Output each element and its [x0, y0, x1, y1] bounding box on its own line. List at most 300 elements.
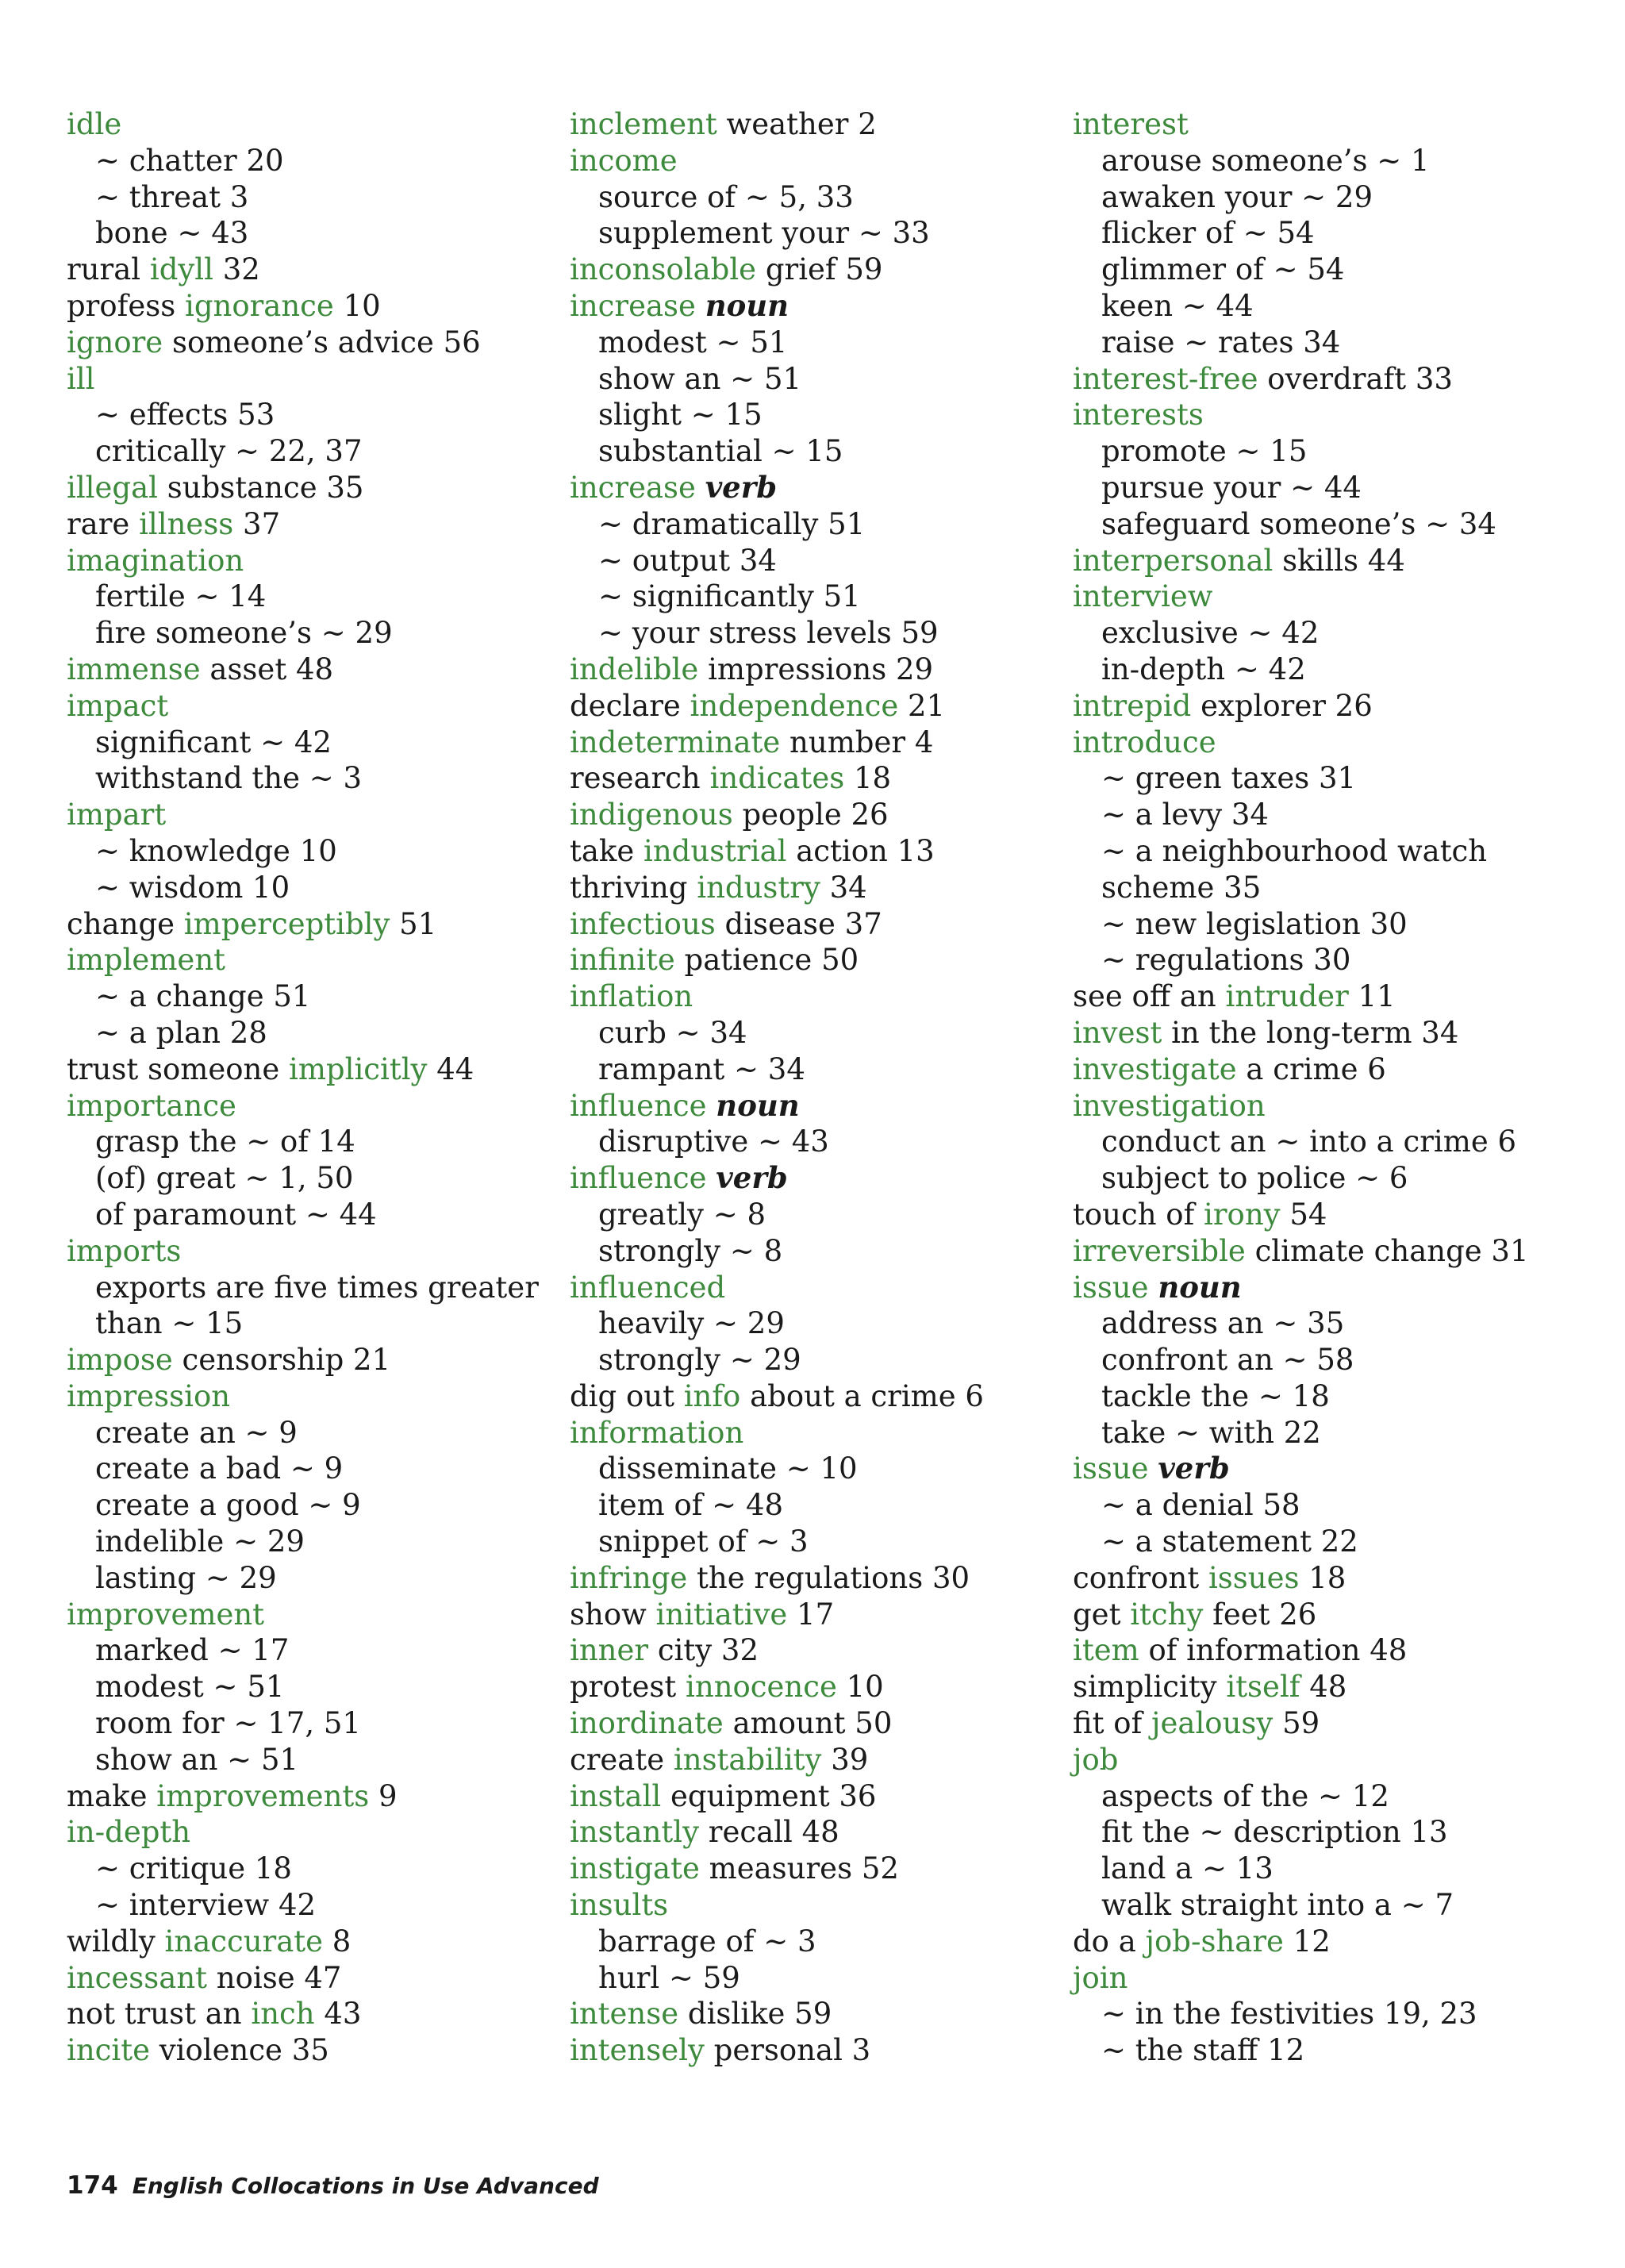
entry-text: aspects of the ~ 12 [1101, 1778, 1389, 1813]
entry-text: 43 [314, 1997, 362, 2032]
entry-text: measures 52 [699, 1851, 899, 1886]
index-entry [67, 1996, 543, 2032]
headword: investigation [1073, 1088, 1266, 1123]
index-entry [570, 1378, 1046, 1415]
entry-text: marked ~ 17 [95, 1633, 290, 1668]
entry-text: impressions 29 [698, 652, 934, 686]
index-subentry [67, 978, 543, 1015]
index-subentry [1073, 433, 1549, 470]
index-subentry [1073, 1487, 1549, 1524]
entry-text: ~ effects 53 [95, 398, 275, 432]
page-footer [67, 2171, 599, 2200]
headword: impose [67, 1343, 173, 1378]
index-subentry [1073, 1814, 1549, 1851]
entry-text: conduct an ~ into a crime 6 [1101, 1124, 1517, 1159]
index-entry [67, 288, 543, 325]
index-subentry [67, 1124, 543, 1160]
index-entry [570, 1705, 1046, 1742]
entry-text: create an ~ 9 [95, 1415, 298, 1450]
entry-text: action 13 [786, 833, 935, 868]
entry-text: curb ~ 34 [598, 1015, 747, 1050]
entry-text: indelible ~ 29 [95, 1524, 305, 1559]
entry-text: awaken your ~ 29 [1101, 179, 1373, 214]
entry-text: research [570, 761, 710, 796]
headword: jealousy [1151, 1706, 1273, 1741]
headword: job-share [1145, 1924, 1284, 1959]
index-entry [1073, 1924, 1549, 1960]
index-subentry [67, 1270, 543, 1306]
headword: ignore [67, 325, 163, 359]
headword: intrepid [1073, 688, 1192, 723]
index-subentry [570, 397, 1046, 433]
index-entry [1073, 978, 1549, 1015]
headword: incite [67, 2033, 150, 2068]
entry-text: protest [570, 1670, 686, 1705]
index-subentry [67, 1015, 543, 1051]
part-of-speech: noun [1158, 1269, 1242, 1305]
book-title: English Collocations in Use Advanced [132, 2173, 599, 2199]
part-of-speech: verb [716, 1160, 788, 1196]
entry-text: pursue your ~ 44 [1101, 470, 1362, 505]
entry-text: 10 [836, 1670, 884, 1705]
entry-text: ~ a statement 22 [1101, 1524, 1358, 1559]
index-subentry [1073, 1415, 1549, 1451]
entry-text: confront an ~ 58 [1101, 1343, 1354, 1378]
entry-text: fertile ~ 14 [95, 579, 267, 614]
index-subentry [570, 1487, 1046, 1524]
headword: item [1073, 1633, 1139, 1668]
index-entry [570, 143, 1046, 179]
entry-text: address an ~ 35 [1101, 1306, 1345, 1341]
entry-text: keen ~ 44 [1101, 288, 1254, 323]
index-entry [67, 1597, 543, 1633]
entry-text: show an ~ 51 [598, 361, 802, 396]
index-subentry [67, 760, 543, 797]
headword: implement [67, 943, 226, 978]
entry-text: ~ chatter 20 [95, 143, 284, 178]
entry-text: ~ a plan 28 [95, 1015, 267, 1050]
headword: intensely [570, 2033, 705, 2068]
headword: interview [1073, 579, 1213, 614]
headword: impact [67, 688, 169, 723]
entry-text: do a [1073, 1924, 1146, 1959]
index-subentry [1073, 1305, 1549, 1342]
index-subentry [570, 543, 1046, 579]
index-entry [1073, 1742, 1549, 1778]
entry-text: amount 50 [723, 1706, 893, 1741]
entry-text: a crime 6 [1236, 1051, 1386, 1086]
entry-text: ~ the staff 12 [1101, 2033, 1305, 2068]
index-entry [1073, 1015, 1549, 1051]
headword: issues [1208, 1560, 1300, 1595]
index-subentry [67, 1451, 543, 1487]
headword: idle [67, 107, 122, 141]
headword: instigate [570, 1851, 700, 1886]
index-entry [570, 725, 1046, 761]
index-entry [67, 1051, 543, 1088]
index-entry [1073, 106, 1549, 143]
index-entry [1073, 688, 1549, 725]
index-entry [570, 978, 1046, 1015]
headword: independence [690, 688, 899, 723]
entry-text: recall 48 [699, 1815, 839, 1850]
index-entry [67, 543, 543, 579]
entry-text: fit the ~ description 13 [1101, 1815, 1448, 1850]
entry-text: raise ~ rates 34 [1101, 325, 1341, 359]
entry-text: in-depth ~ 42 [1101, 652, 1306, 686]
entry-text: of paramount ~ 44 [95, 1197, 377, 1232]
index-column-2 [570, 106, 1046, 2069]
index-subentry [1073, 1887, 1549, 1924]
index-subentry [67, 579, 543, 615]
headword: instantly [570, 1815, 700, 1850]
entry-text: disruptive ~ 43 [598, 1124, 829, 1159]
entry-text: confront [1073, 1560, 1208, 1595]
index-subentry [67, 143, 543, 179]
headword: intense [570, 1997, 679, 2032]
index-entry [67, 1778, 543, 1815]
entry-text: 44 [427, 1051, 474, 1086]
index-entry [67, 252, 543, 288]
headword: inch [251, 1997, 315, 2032]
entry-text: 59 [1273, 1706, 1320, 1741]
index-entry [570, 870, 1046, 906]
entry-text: overdraft 33 [1258, 361, 1453, 396]
headword: inner [570, 1633, 649, 1668]
index-subentry [67, 833, 543, 870]
index-entry [570, 252, 1046, 288]
entry-text: patience 50 [674, 943, 859, 978]
entry-text: people 26 [732, 798, 889, 832]
index-subentry [67, 397, 543, 433]
entry-text: number 4 [780, 725, 934, 759]
entry-text: 10 [333, 288, 381, 323]
headword: inconsolable [570, 252, 757, 287]
entry-text: thriving [570, 870, 697, 905]
headword: interpersonal [1073, 543, 1273, 578]
index-subentry [1073, 615, 1549, 652]
entry-text: lasting ~ 29 [95, 1560, 277, 1595]
index-entry [1073, 725, 1549, 761]
index-subentry [1073, 760, 1549, 797]
entry-text [696, 289, 705, 323]
headword: infectious [570, 906, 716, 941]
entry-text: room for ~ 17, 51 [95, 1706, 361, 1741]
headword: impression [67, 1378, 231, 1413]
entry-text: declare [570, 688, 690, 723]
entry-text: see off an [1073, 979, 1226, 1014]
entry-text: 11 [1348, 979, 1396, 1014]
entry-text: make [67, 1778, 157, 1813]
headword: introduce [1073, 725, 1216, 759]
entry-text: ~ a levy 34 [1101, 798, 1269, 832]
entry-text: 18 [844, 761, 892, 796]
entry-text: disseminate ~ 10 [598, 1451, 858, 1486]
entry-text: explorer 26 [1191, 688, 1373, 723]
entry-text: critically ~ 22, 37 [95, 434, 363, 469]
entry-text: ~ green taxes 31 [1101, 761, 1357, 796]
entry-text: simplicity [1073, 1670, 1227, 1705]
index-subentry [1073, 870, 1549, 906]
entry-text: wildly [67, 1924, 165, 1959]
headword: ignorance [184, 288, 334, 323]
headword: influence [570, 1161, 707, 1196]
entry-text: scheme 35 [1101, 870, 1262, 905]
entry-text: hurl ~ 59 [598, 1960, 740, 1995]
index-entry [570, 652, 1046, 688]
index-entry [570, 1814, 1046, 1851]
index-subentry [570, 1924, 1046, 1960]
entry-text: grief 59 [756, 252, 883, 287]
index-subentry [67, 1415, 543, 1451]
headword: increase [570, 288, 696, 323]
entry-text: modest ~ 51 [598, 325, 788, 359]
index-subentry [67, 1160, 543, 1197]
headword: indeterminate [570, 725, 781, 759]
entry-text: 48 [1300, 1670, 1347, 1705]
entry-text: significant ~ 42 [95, 725, 332, 759]
part-of-speech: noun [716, 1087, 800, 1123]
entry-text: ~ significantly 51 [598, 579, 861, 614]
index-subentry [67, 725, 543, 761]
entry-text: ~ threat 3 [95, 179, 249, 214]
page-number: 174 [67, 2171, 118, 2200]
index-entry [1073, 1705, 1549, 1742]
index-entry [67, 325, 543, 361]
index-entry [67, 506, 543, 543]
entry-text: weather 2 [716, 107, 877, 141]
headword: implicitly [289, 1051, 428, 1086]
headword: innocence [686, 1670, 837, 1705]
entry-text: 17 [787, 1597, 835, 1632]
headword: investigate [1073, 1051, 1237, 1086]
index-subentry [570, 1051, 1046, 1088]
entry-text: glimmer of ~ 54 [1101, 252, 1345, 287]
index-subentry [67, 1851, 543, 1887]
entry-text: about a crime 6 [740, 1378, 984, 1413]
headword: interests [1073, 398, 1204, 432]
headword: interest [1073, 107, 1189, 141]
entry-text: in the long-term 34 [1162, 1015, 1459, 1050]
index-subentry [67, 1305, 543, 1342]
index-entry [570, 1632, 1046, 1669]
index-entry [1073, 1451, 1549, 1487]
index-subentry [67, 215, 543, 252]
index-column-3 [1073, 106, 1549, 2069]
index-subentry [1073, 1124, 1549, 1160]
entry-text: take [570, 833, 644, 868]
index-subentry [570, 579, 1046, 615]
index-subentry [1073, 252, 1549, 288]
entry-text: exports are five times greater [95, 1270, 539, 1305]
index-subentry [1073, 833, 1549, 870]
entry-text: safeguard someone’s ~ 34 [1101, 506, 1496, 541]
index-subentry [67, 615, 543, 652]
entry-text: asset 48 [200, 652, 334, 686]
index-entry [1073, 543, 1549, 579]
entry-text: 34 [820, 870, 867, 905]
index-subentry [1073, 906, 1549, 943]
index-entry [1073, 361, 1549, 398]
headword: itchy [1130, 1597, 1204, 1632]
entry-text [696, 471, 705, 505]
index-subentry [570, 1124, 1046, 1160]
entry-text: climate change 31 [1245, 1233, 1529, 1268]
entry-text: flicker of ~ 54 [1101, 216, 1315, 251]
entry-text: heavily ~ 29 [598, 1306, 785, 1341]
index-subentry [570, 506, 1046, 543]
index-subentry [570, 1197, 1046, 1233]
headword: irreversible [1073, 1233, 1246, 1268]
entry-text: grasp the ~ of 14 [95, 1124, 355, 1159]
entry-text: promote ~ 15 [1101, 434, 1308, 469]
index-subentry [570, 433, 1046, 470]
headword: imperceptibly [183, 906, 390, 941]
headword: info [683, 1378, 741, 1413]
index-subentry [1073, 1778, 1549, 1815]
index-subentry [1073, 506, 1549, 543]
entry-text: rare [67, 506, 140, 541]
entry-text: ~ knowledge 10 [95, 833, 337, 868]
headword: illness [139, 506, 234, 541]
headword: invest [1073, 1015, 1162, 1050]
headword: indelible [570, 652, 699, 686]
index-entry [1073, 397, 1549, 433]
index-entry [570, 1669, 1046, 1705]
entry-text: exclusive ~ 42 [1101, 616, 1320, 651]
entry-text: fit of [1073, 1706, 1152, 1741]
index-entry [570, 797, 1046, 833]
headword: infringe [570, 1560, 688, 1595]
entry-text: strongly ~ 29 [598, 1343, 801, 1378]
index-subentry [67, 1669, 543, 1705]
index-entry [570, 833, 1046, 870]
headword: infinite [570, 943, 675, 978]
entry-text: take ~ with 22 [1101, 1415, 1321, 1450]
headword: importance [67, 1088, 236, 1123]
index-entry [1073, 1088, 1549, 1124]
entry-text: arouse someone’s ~ 1 [1101, 143, 1430, 178]
index-entry [1073, 1270, 1549, 1306]
index-subentry [1073, 215, 1549, 252]
headword: idyll [149, 252, 213, 287]
entry-text [1149, 1270, 1158, 1305]
index-entry [1073, 1560, 1549, 1597]
index-entry [1073, 1233, 1549, 1270]
headword: insults [570, 1888, 669, 1923]
index-entry [570, 906, 1046, 943]
entry-text: than ~ 15 [95, 1306, 244, 1341]
index-subentry [67, 1487, 543, 1524]
headword: indigenous [570, 798, 733, 832]
index-subentry [67, 1742, 543, 1778]
index-entry [67, 470, 543, 506]
entry-text: barrage of ~ 3 [598, 1924, 816, 1959]
index-subentry [1073, 652, 1549, 688]
index-entry [67, 906, 543, 943]
entry-text: create a bad ~ 9 [95, 1451, 344, 1486]
entry-text: profess [67, 288, 185, 323]
entry-text: someone’s advice 56 [163, 325, 481, 359]
headword: imports [67, 1233, 182, 1268]
index-subentry [570, 1960, 1046, 1997]
index-subentry [1073, 2032, 1549, 2069]
headword: ill [67, 361, 95, 396]
entry-text: create a good ~ 9 [95, 1488, 361, 1523]
entry-text: substance 35 [157, 470, 364, 505]
entry-text: greatly ~ 8 [598, 1197, 766, 1232]
index-entry [1073, 1632, 1549, 1669]
index-entry [570, 1742, 1046, 1778]
headword: inflation [570, 979, 693, 1014]
index-subentry [67, 433, 543, 470]
index-subentry [1073, 470, 1549, 506]
index-subentry [570, 361, 1046, 398]
index-entry [67, 1233, 543, 1270]
index-subentry [67, 1705, 543, 1742]
headword: improvement [67, 1597, 265, 1632]
entry-text: skills 44 [1273, 543, 1405, 578]
index-entry [570, 1160, 1046, 1197]
index-subentry [1073, 797, 1549, 833]
index-subentry [67, 870, 543, 906]
headword: irony [1204, 1197, 1281, 1232]
index-subentry [570, 1342, 1046, 1378]
index-subentry [570, 325, 1046, 361]
entry-text: rampant ~ 34 [598, 1051, 805, 1086]
headword: income [570, 143, 678, 178]
index-subentry [1073, 1342, 1549, 1378]
index-subentry [1073, 942, 1549, 978]
index-entry [570, 470, 1046, 506]
entry-text: ~ your stress levels 59 [598, 616, 939, 651]
headword: instability [673, 1742, 822, 1777]
index-subentry [67, 1197, 543, 1233]
index-entry [570, 288, 1046, 325]
headword: join [1073, 1960, 1128, 1995]
entry-text: slight ~ 15 [598, 398, 763, 432]
entry-text: 12 [1283, 1924, 1331, 1959]
headword: improvements [156, 1778, 370, 1813]
entry-text: 32 [213, 252, 260, 287]
index-entry [570, 1778, 1046, 1815]
entry-text [1149, 1451, 1158, 1486]
entry-text: fire someone’s ~ 29 [95, 616, 393, 651]
headword: incessant [67, 1960, 208, 1995]
entry-text: ~ in the festivities 19, 23 [1101, 1997, 1477, 2032]
entry-text: substantial ~ 15 [598, 434, 843, 469]
index-entry [67, 1088, 543, 1124]
index-entry [1073, 1197, 1549, 1233]
index-entry [67, 361, 543, 398]
index-subentry [1073, 288, 1549, 325]
entry-text: ~ regulations 30 [1101, 943, 1351, 978]
index-entry [67, 1924, 543, 1960]
index-entry [67, 652, 543, 688]
index-entry [570, 1270, 1046, 1306]
headword: intruder [1225, 979, 1349, 1014]
entry-text: ~ dramatically 51 [598, 506, 866, 541]
entry-text: 51 [390, 906, 437, 941]
index-entry [67, 2032, 543, 2069]
index-subentry [1073, 1524, 1549, 1560]
headword: in-depth [67, 1815, 191, 1850]
entry-text: ~ a denial 58 [1101, 1488, 1300, 1523]
index-subentry [67, 1887, 543, 1924]
index-subentry [570, 1451, 1046, 1487]
index-entry [1073, 1051, 1549, 1088]
index-subentry [1073, 1378, 1549, 1415]
